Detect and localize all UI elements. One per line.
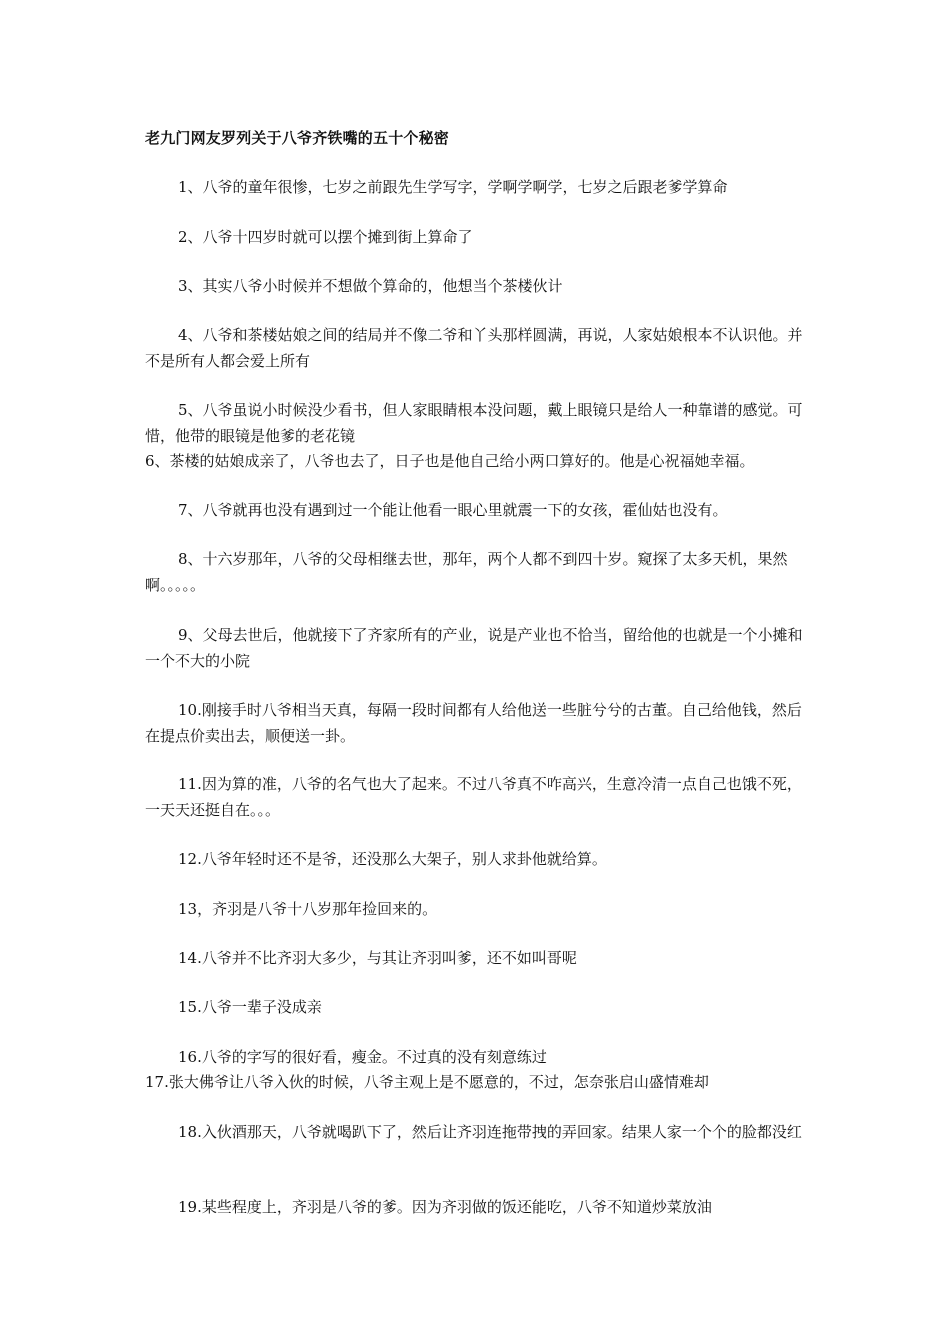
- paragraph-8: 8、十六岁那年，八爷的父母相继去世，那年，两个人都不到四十岁。窥探了太多天机，果然啊。。。。。: [145, 550, 788, 594]
- paragraph-4: 4、八爷和茶楼姑娘之间的结局并不像二爷和丫头那样圆满，再说，人家姑娘根本不认识他。并不是所有人都会爱上所有: [145, 326, 803, 370]
- paragraph-1: 1、八爷的童年很惨，七岁之前跟先生学写字，学啊学啊学，七岁之后跟老爹学算命: [178, 178, 728, 196]
- paragraph-19: 19.某些程度上，齐羽是八爷的爹。因为齐羽做的饭还能吃，八爷不知道炒菜放油: [178, 1198, 712, 1216]
- document-title: 老九门网友罗列关于八爷齐铁嘴的五十个秘密: [145, 129, 450, 147]
- paragraph-3: 3、其实八爷小时候并不想做个算命的，他想当个茶楼伙计: [178, 277, 563, 295]
- paragraph-10: 10.刚接手时八爷相当天真，每隔一段时间都有人给他送一些脏兮兮的古董。自己给他钱，然后在提点价卖出去，顺便送一卦。: [145, 701, 802, 745]
- paragraph-16: 16.八爷的字写的很好看，瘦金。不过真的没有刻意练过: [178, 1048, 547, 1066]
- paragraph-7: 7、八爷就再也没有遇到过一个能让他看一眼心里就震一下的女孩，霍仙姑也没有。: [178, 501, 728, 519]
- paragraph-12: 12.八爷年轻时还不是爷，还没那么大架子，别人求卦他就给算。: [178, 850, 607, 868]
- paragraph-15: 15.八爷一辈子没成亲: [178, 998, 322, 1016]
- paragraph-13: 13，齐羽是八爷十八岁那年捡回来的。: [178, 900, 438, 918]
- paragraph-2: 2、八爷十四岁时就可以摆个摊到街上算命了: [178, 228, 473, 246]
- paragraph-18: 18.入伙酒那天，八爷就喝趴下了，然后让齐羽连拖带拽的弄回家。结果人家一个个的脸都没红: [178, 1123, 802, 1141]
- paragraph-14: 14.八爷并不比齐羽大多少，与其让齐羽叫爹，还不如叫哥呢: [178, 949, 577, 967]
- paragraph-9: 9、父母去世后，他就接下了齐家所有的产业，说是产业也不恰当，留给他的也就是一个小摊和一个不大的小院: [145, 626, 803, 670]
- paragraph-6: 6、茶楼的姑娘成亲了，八爷也去了，日子也是他自己给小两口算好的。他是心祝福她幸福。: [145, 452, 755, 470]
- paragraph-17: 17.张大佛爷让八爷入伙的时候，八爷主观上是不愿意的，不过，怎奈张启山盛情难却: [145, 1073, 709, 1091]
- paragraph-5: 5、八爷虽说小时候没少看书，但人家眼睛根本没问题，戴上眼镜只是给人一种靠谱的感觉。可惜，他带的眼镜是他爹的老花镜: [145, 401, 803, 445]
- paragraph-11: 11.因为算的准，八爷的名气也大了起来。不过八爷真不咋高兴，生意冷清一点自己也饿不死，一天天还挺自在。。。: [145, 775, 802, 819]
